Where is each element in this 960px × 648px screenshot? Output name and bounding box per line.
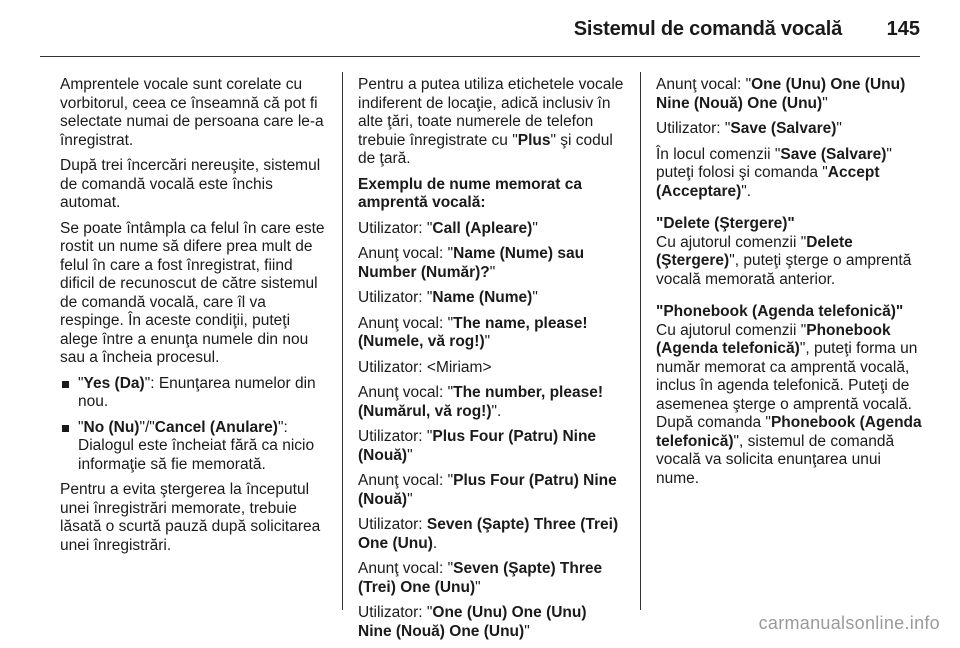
- paragraph-plus-code: Pentru a putea utiliza etichetele vocale indiferent de locaţie, adică inclusiv în alte ţări, toate numerele de telefon trebuie înregistrate cu "Plus" şi codul de ţară.: [358, 76, 624, 167]
- dialog-line: Utilizator: Seven (Şapte) Three (Trei) One (Unu).: [358, 516, 619, 552]
- dialog-line: Anunţ vocal: "The number, please! (Numărul, vă rog!)".: [358, 384, 604, 420]
- example-heading: Exemplu de nume memorat ca amprentă vocală:: [358, 175, 582, 211]
- page-number: 145: [886, 18, 920, 40]
- header-rule: [40, 56, 920, 57]
- bullet-yes: "Yes (Da)": Enunţarea numelor din nou.: [60, 375, 326, 412]
- dialog-line: Utilizator: "Call (Apleare)": [358, 219, 538, 237]
- command-no: No (Nu): [83, 418, 140, 436]
- dialog-line: Anunţ vocal: "One (Unu) One (Unu) Nine (Nouă) One (Unu)": [656, 76, 906, 112]
- paragraph-pause: Pentru a evita ştergerea la începutul unei înregistrări memorate, trebuie lăsată o scurtă pauză după solicitarea unei înregistrări.: [60, 481, 321, 554]
- paragraph-accept: În locul comenzii "Save (Salvare)" puteţi folosi şi comanda "Accept (Acceptare)".: [656, 145, 892, 200]
- column-3: [656, 76, 922, 495]
- dialog-line: Utilizator: "Plus Four (Patru) Nine (Nouă)": [358, 428, 597, 464]
- paragraph-voice-tags: Amprentele vocale sunt corelate cu vorbitorul, ceea ce înseamnă că pot fi selectate numai de persoana care le-a înregistrat.: [60, 76, 324, 149]
- paragraph-three-attempts: După trei încercări nereuşite, sistemul de comandă vocală este închis automat.: [60, 157, 321, 211]
- command-yes: Yes (Da): [83, 374, 145, 392]
- column-1: [60, 76, 326, 562]
- section-delete: [656, 215, 922, 234]
- dialog-line: Anunţ vocal: "Name (Nume) sau Number (Număr)?": [358, 245, 585, 281]
- paragraph-phonebook: Cu ajutorul comenzii "Phonebook (Agenda telefonică)", puteţi forma un număr memorat ca amprentă vocală, inclus în agenda telefonică. Puteţi de asemenea şterge o amprentă vocală. După comanda "Phonebook (Agenda telefonică)", sistemul de comandă vocală va solicita enunţarea unui nume.: [656, 321, 922, 487]
- paragraph-rejection: Se poate întâmpla ca felul în care este rostit un nume să difere prea mult de felul în care a fost înregistrat, fiind dificil de recunoscut de către sistemul de comandă vocală, care îl va respinge. În aceste condiţii, puteţi alege între a enunţa numele din nou sau a încheia procesul.: [60, 219, 325, 366]
- bullet-no-cancel: "No (Nu)"/"Cancel (Anulare)": Dialogul este încheiat fără ca nicio informaţie să fie memorată.: [60, 419, 326, 475]
- watermark-text: carmanualsonline.info: [758, 613, 940, 633]
- page-title: Sistemul de comandă vocală: [573, 18, 842, 40]
- page-header: [0, 0, 960, 58]
- dialog-line: Utilizator: "Name (Nume)": [358, 289, 538, 306]
- heading-phonebook: "Phonebook (Agenda telefonică)": [656, 303, 904, 320]
- section-phonebook: [656, 303, 922, 322]
- dialog-line: Anunţ vocal: "Seven (Şapte) Three (Trei) One (Unu)": [358, 560, 603, 596]
- paragraph-delete: Cu ajutorul comenzii "Delete (Ştergere)", puteţi şterge o amprentă vocală memorată anterior.: [656, 233, 912, 288]
- heading-delete: "Delete (Ştergere)": [656, 215, 795, 232]
- dialog-line: Utilizator: "Save (Salvare)": [656, 120, 842, 137]
- command-cancel: Cancel (Anulare): [154, 418, 278, 436]
- column-2: [358, 76, 624, 648]
- column-divider-2: [640, 72, 641, 610]
- dialog-line: Utilizator: "One (Unu) One (Unu) Nine (Nouă) One (Unu)": [358, 604, 587, 640]
- dialog-line: Utilizator: <Miriam>: [358, 358, 492, 376]
- column-divider-1: [342, 72, 343, 610]
- dialog-line: Anunţ vocal: "The name, please! (Numele, vă rog!)": [358, 314, 588, 350]
- dialog-line: Anunţ vocal: "Plus Four (Patru) Nine (Nouă)": [358, 472, 617, 508]
